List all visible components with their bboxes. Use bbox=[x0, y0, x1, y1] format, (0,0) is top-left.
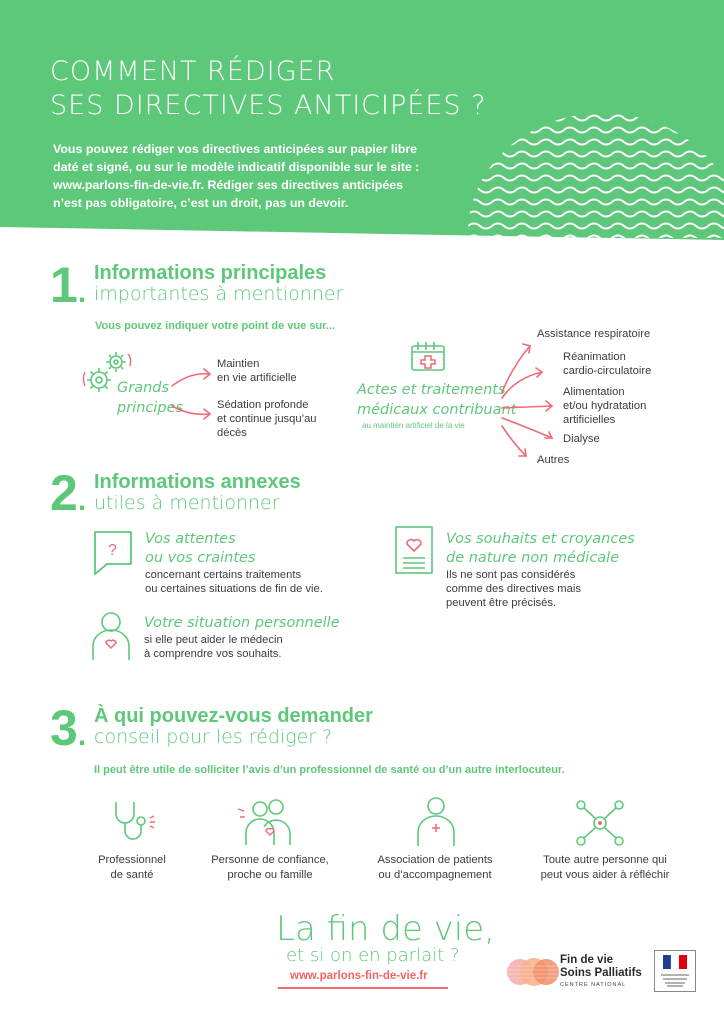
card-2-title-line1: Vos souhaits et croyances bbox=[446, 531, 635, 547]
medical-kit-icon bbox=[408, 338, 448, 374]
page-title-line2: SES DIRECTIVES ANTICIPÉES ? bbox=[50, 90, 487, 121]
principles-label-line2: principes bbox=[117, 400, 184, 416]
treatment-item-2-line2: cardio-circulatoire bbox=[563, 365, 652, 377]
principle-item-1-line2: en vie artificielle bbox=[217, 372, 297, 384]
section-1-lead: Vous pouvez indiquer votre point de vue sur... bbox=[95, 320, 335, 332]
principle-item-1-line1: Maintien bbox=[217, 358, 260, 370]
section-2-subtitle: utiles à mentionner bbox=[94, 492, 280, 514]
card-1-title-line1: Vos attentes bbox=[145, 531, 236, 547]
section-1-number: 1 bbox=[50, 257, 78, 313]
section-3-subtitle: conseil pour les rédiger ? bbox=[94, 726, 333, 748]
two-people-hug-icon bbox=[236, 795, 298, 847]
card-2-title-line2: de nature non médicale bbox=[446, 550, 620, 566]
card-1-text-line1: concernant certains traitements bbox=[145, 569, 302, 581]
centre-national-logo-icon bbox=[506, 952, 562, 992]
speech-bubble-question-icon bbox=[87, 528, 137, 578]
wave-pattern-decoration bbox=[468, 108, 724, 238]
heart-document-icon bbox=[393, 524, 435, 578]
principle-item-2-line2: et continue jusqu’au bbox=[217, 413, 317, 425]
treatment-item-3-line1: Alimentation bbox=[563, 386, 625, 398]
advisor-1-label: Professionnel de santé bbox=[98, 854, 166, 881]
caregiver-cross-icon bbox=[411, 794, 461, 848]
section-2-header: 2. bbox=[50, 465, 87, 521]
footer-url-underline bbox=[278, 987, 448, 989]
principle-item-2-line3: décès bbox=[217, 427, 247, 439]
card-2-text-line2: comme des directives mais bbox=[446, 583, 581, 595]
treatment-item-3-line2: et/ou hydratation bbox=[563, 400, 647, 412]
section-3-title: À qui pouvez-vous demander bbox=[94, 705, 373, 727]
logo-title-line2: Soins Palliatifs bbox=[560, 967, 642, 979]
stethoscope-icon bbox=[108, 798, 158, 846]
advisor-4-label: Toute autre personne qui peut vous aider à réfléchir bbox=[540, 854, 670, 881]
treatments-label-line1: Actes et traitements bbox=[357, 382, 506, 398]
footer-slogan-sub: et si on en parlait ? bbox=[286, 945, 460, 966]
republic-emblem bbox=[654, 950, 696, 992]
section-1-header: 1. bbox=[50, 257, 87, 313]
treatment-item-2-line1: Réanimation bbox=[563, 351, 626, 363]
section-3-number: 3 bbox=[50, 700, 78, 756]
person-heart-icon bbox=[88, 610, 134, 662]
section-1-subtitle: importantes à mentionner bbox=[94, 283, 344, 305]
section-1-title: Informations principales bbox=[94, 262, 327, 284]
advisor-3-label: Association de patients ou d’accompagnement bbox=[377, 854, 493, 881]
page-title-line1: COMMENT RÉDIGER bbox=[50, 56, 336, 87]
card-3-text-line2: à comprendre vos souhaits. bbox=[144, 648, 282, 660]
section-3-lead: Il peut être utile de solliciter l’avis d’un professionnel de santé ou d’un autre interlocuteur. bbox=[94, 764, 565, 776]
section-3-header: 3. bbox=[50, 700, 87, 756]
treatment-item-5: Autres bbox=[537, 454, 570, 466]
card-2-text-line3: peuvent être précisés. bbox=[446, 597, 557, 609]
footer-url-link[interactable]: www.parlons-fin-de-vie.fr bbox=[290, 970, 428, 982]
card-3-title: Votre situation personnelle bbox=[144, 615, 340, 631]
treatment-item-3-line3: artificielles bbox=[563, 414, 616, 426]
card-1-title-line2: ou vos craintes bbox=[145, 550, 256, 566]
footer-slogan: La fin de vie, bbox=[276, 909, 495, 949]
intro-text: Vous pouvez rédiger vos directives anticipées sur papier libre daté et signé, ou sur le modèle indicatif disponible sur le site : www.parlons-fin-de-vie.fr. Rédiger ses directives anticipées n’est pas obligatoire, c’est un droit, pas un devoir. bbox=[53, 142, 420, 210]
treatments-label-line2: médicaux contribuant bbox=[357, 402, 517, 418]
card-1-text-line2: ou certaines situations de fin de vie. bbox=[145, 583, 323, 595]
principles-arrows bbox=[170, 356, 218, 426]
svg-text:?: ? bbox=[108, 542, 117, 559]
treatment-item-1: Assistance respiratoire bbox=[537, 328, 651, 340]
card-3-text-line1: si elle peut aider le médecin bbox=[144, 634, 283, 646]
treatment-item-4: Dialyse bbox=[563, 433, 600, 445]
principles-label-line1: Grands bbox=[117, 380, 170, 396]
card-2-text-line1: Ils ne sont pas considérés bbox=[446, 569, 576, 581]
treatments-label-line3: au maintien artificiel de la vie bbox=[362, 421, 465, 430]
advisor-2-label: Personne de confiance, proche ou famille bbox=[211, 854, 329, 881]
marianne-flag-icon bbox=[655, 951, 695, 991]
logo-subtitle: CENTRE NATIONAL bbox=[560, 982, 627, 988]
principle-item-2-line1: Sédation profonde bbox=[217, 399, 309, 411]
logo-title-line1: Fin de vie bbox=[560, 954, 614, 966]
treatments-arrows bbox=[496, 336, 562, 464]
section-2-title: Informations annexes bbox=[94, 471, 301, 493]
section-2-number: 2 bbox=[50, 465, 78, 521]
network-nodes-icon bbox=[573, 797, 627, 849]
